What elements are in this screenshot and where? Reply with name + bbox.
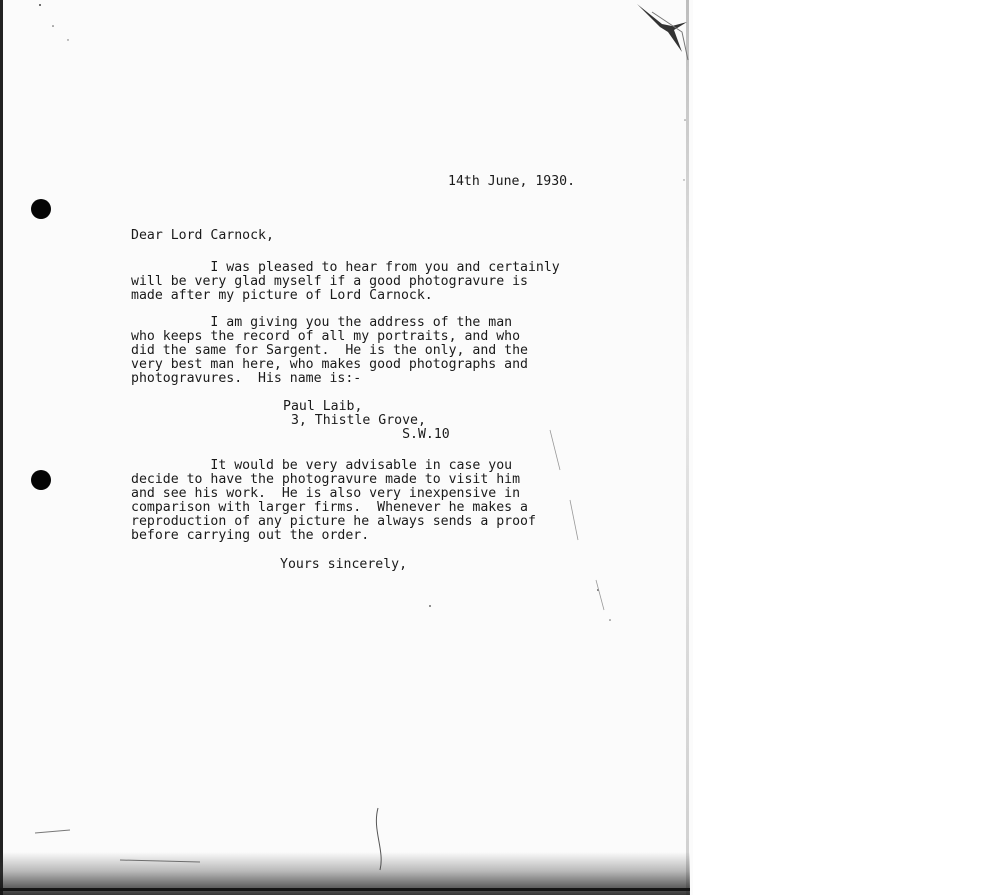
paragraph-line: did the same for Sargent. He is the only, and the bbox=[131, 343, 528, 358]
paragraph-line: reproduction of any picture he always sends a proof bbox=[131, 514, 536, 529]
paragraph-line: who keeps the record of all my portraits, and who bbox=[131, 329, 521, 344]
salutation: Dear Lord Carnock, bbox=[131, 228, 274, 243]
closing: Yours sincerely, bbox=[280, 557, 408, 572]
paragraph-line: photogravures. His name is:- bbox=[131, 371, 362, 386]
letter-date: 14th June, 1930. bbox=[448, 174, 576, 189]
paragraph-2 bbox=[131, 316, 528, 386]
paragraph-line: made after my picture of Lord Carnock. bbox=[131, 288, 433, 303]
address-line bbox=[283, 413, 291, 428]
paragraph-line: It would be very advisable in case you bbox=[210, 458, 513, 473]
scan-bottom-edge bbox=[0, 888, 690, 891]
paragraph-line: decide to have the photogravure made to visit him bbox=[131, 472, 521, 487]
paragraph-line: before carrying out the order. bbox=[131, 528, 370, 543]
paragraph-line: comparison with larger firms. Whenever he makes a bbox=[131, 500, 528, 515]
paragraph-line: and see his work. He is also very inexpensive in bbox=[131, 486, 521, 501]
paragraph-1 bbox=[131, 261, 560, 303]
paragraph-3 bbox=[131, 459, 536, 543]
paragraph-line: I am giving you the address of the man bbox=[210, 315, 513, 330]
address-line: S.W.10 bbox=[402, 427, 450, 442]
address-line bbox=[283, 427, 402, 442]
paragraph-line bbox=[131, 260, 210, 275]
address-line: 3, Thistle Grove, bbox=[290, 413, 426, 428]
paragraph-line: very best man here, who makes good photographs and bbox=[131, 357, 528, 372]
address-block bbox=[283, 400, 450, 442]
paragraph-line: I was pleased to hear from you and certainly bbox=[210, 260, 560, 275]
paragraph-line bbox=[131, 315, 210, 330]
address-line: Paul Laib, bbox=[283, 399, 363, 414]
paragraph-line bbox=[131, 458, 210, 473]
paragraph-line: will be very glad myself if a good photogravure is bbox=[131, 274, 528, 289]
